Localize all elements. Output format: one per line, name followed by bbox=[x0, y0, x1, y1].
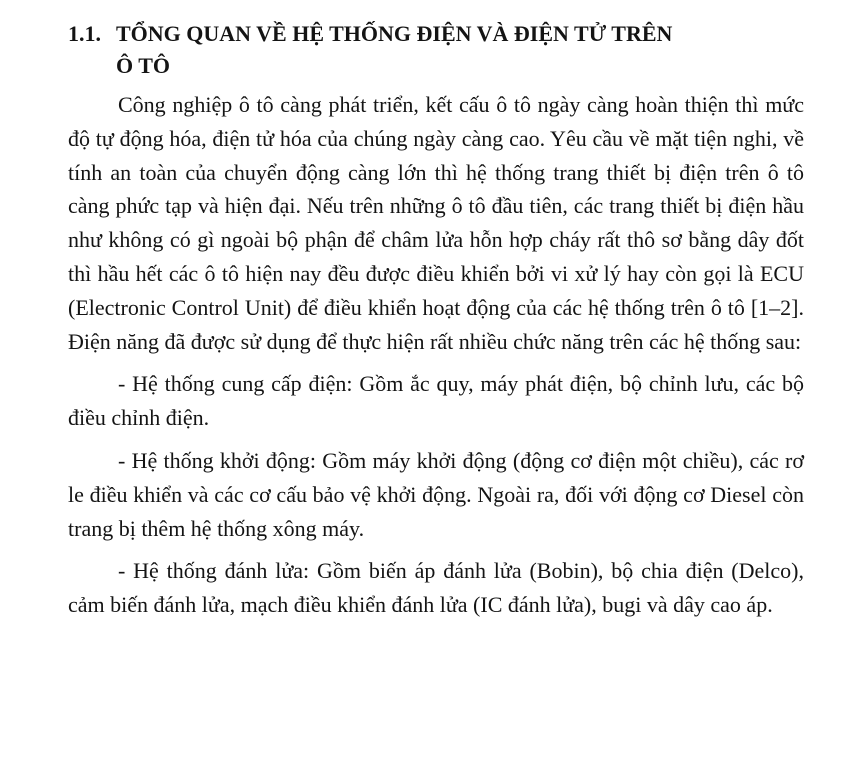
ignition-system-paragraph: - Hệ thống đánh lửa: Gồm biến áp đánh lửa (Bobin), bộ chia điện (Delco), cảm biến đánh lửa, mạch điều khiển đánh lửa (IC đánh lửa), bugi và dây cao áp. bbox=[68, 558, 804, 618]
section-title: TỔNG QUAN VỀ HỆ THỐNG ĐIỆN VÀ ĐIỆN TỬ TRÊN Ô TÔ bbox=[116, 21, 673, 78]
section-heading bbox=[68, 18, 804, 82]
intro-paragraph: Công nghiệp ô tô càng phát triển, kết cấu ô tô ngày càng hoàn thiện thì mức độ tự động hóa, điện tử hóa của chúng ngày càng cao. Yêu cầu về mặt tiện nghi, về tính an toàn của chuyển động càng lớn thì hệ thống trang thiết bị điện trên ô tô càng phức tạp và hiện đại. Nếu trên những ô tô đầu tiên, các trang thiết bị điện hầu như không có gì ngoài bộ phận để châm lửa hỗn hợp cháy rất thô sơ bằng dây đốt thì hầu hết các ô tô hiện nay đều được điều khiển bởi vi xử lý hay còn gọi là ECU (Electronic Control Unit) để điều khiển hoạt động của các hệ thống trên ô tô [1–2]. Điện năng đã được sử dụng để thực hiện rất nhiều chức năng trên các hệ thống sau: bbox=[68, 92, 804, 354]
document-page bbox=[68, 18, 804, 622]
section-number: 1.1. bbox=[68, 21, 101, 46]
starting-system-paragraph: - Hệ thống khởi động: Gồm máy khởi động (động cơ điện một chiều), các rơ le điều khiển và các cơ cấu bảo vệ khởi động. Ngoài ra, đối với động cơ Diesel còn trang bị thêm hệ thống xông máy. bbox=[68, 447, 804, 541]
power-supply-system-paragraph: - Hệ thống cung cấp điện: Gồm ắc quy, máy phát điện, bộ chỉnh lưu, các bộ điều chỉnh điện. bbox=[68, 371, 804, 431]
